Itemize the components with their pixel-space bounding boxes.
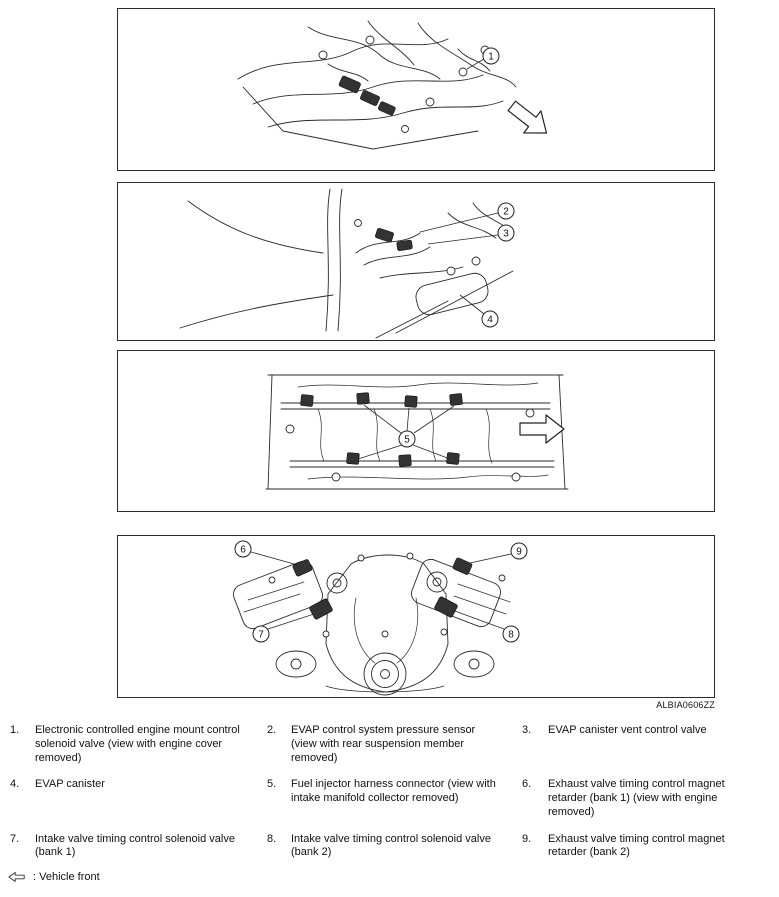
- engine-front-injector-view-diagram: [118, 351, 714, 511]
- legend-item-number: 5.: [267, 778, 277, 791]
- callout-6-label: 6: [240, 544, 246, 556]
- legend-item-number: 6.: [522, 778, 532, 791]
- vehicle-front-arrow-icon: [8, 871, 26, 883]
- figure-panel-2: [117, 182, 715, 341]
- rear-underbody-view-diagram: [118, 183, 714, 340]
- engine-harness-art: [238, 21, 516, 149]
- legend-item-text: Exhaust valve timing control magnet retarder (bank 1) (view with engine removed): [548, 778, 725, 818]
- callout-9-label: 9: [516, 546, 522, 558]
- vehicle-front-note: [8, 871, 779, 883]
- injector-harness-connectors: [300, 392, 462, 466]
- legend-item-number: 2.: [267, 724, 277, 736]
- callout-3: [428, 225, 514, 244]
- legend-item-text: Exhaust valve timing control magnet retarder (bank 2): [548, 832, 725, 859]
- front-cover-art: [231, 555, 510, 695]
- underbody-art: [180, 189, 514, 338]
- callout-9: [470, 543, 527, 563]
- callout-5: [358, 405, 454, 459]
- legend-item-text: EVAP control system pressure sensor (view with rear suspension member removed): [291, 724, 476, 764]
- callout-1-label: 1: [488, 51, 494, 63]
- vehicle-front-label: : Vehicle front: [33, 871, 100, 883]
- figure-panel-1: [117, 8, 715, 171]
- callout-8-label: 8: [508, 629, 514, 641]
- legend-item-number: 3.: [522, 724, 532, 736]
- legend-item-number: 9.: [522, 832, 532, 845]
- engine-mount-solenoid-valve: [338, 75, 396, 115]
- legend-item-text: Fuel injector harness connector (view with intake manifold collector removed): [291, 778, 496, 804]
- legend-item-text: Intake valve timing control solenoid valve (bank 1): [35, 832, 235, 859]
- valve-timing-components: [292, 557, 472, 620]
- callout-7-label: 7: [258, 629, 264, 641]
- view-direction-arrow-icon: [503, 95, 555, 144]
- legend-item-number: 4.: [10, 778, 20, 791]
- figure-panel-4: [117, 535, 715, 698]
- legend-item-text: Intake valve timing control solenoid valve (bank 2): [291, 832, 491, 859]
- legend: [10, 724, 779, 860]
- legend-item-text: EVAP canister vent control valve: [548, 724, 707, 736]
- engine-front-cover-view-diagram: [118, 536, 714, 697]
- legend-item-number: 1.: [10, 724, 20, 736]
- bolt-heads: [355, 220, 481, 276]
- legend-item-text: Electronic controlled engine mount control solenoid valve (view with engine cover removed): [35, 724, 240, 764]
- callout-5-label: 5: [404, 434, 410, 446]
- figure-code: ALBIA0606ZZ: [656, 700, 715, 710]
- legend-item-text: EVAP canister: [35, 778, 105, 791]
- callout-7: [253, 614, 314, 642]
- callout-3-label: 3: [503, 228, 509, 240]
- callout-4: [460, 295, 498, 327]
- legend-item-number: 8.: [267, 832, 277, 845]
- callout-2-label: 2: [503, 206, 509, 218]
- callout-6: [235, 541, 294, 564]
- view-direction-arrow-icon: [520, 415, 564, 443]
- engine-bay-top-view-diagram: [118, 9, 714, 170]
- callout-4-label: 4: [487, 314, 493, 326]
- legend-item-number: 7.: [10, 832, 20, 845]
- figure-panel-3: [117, 350, 715, 512]
